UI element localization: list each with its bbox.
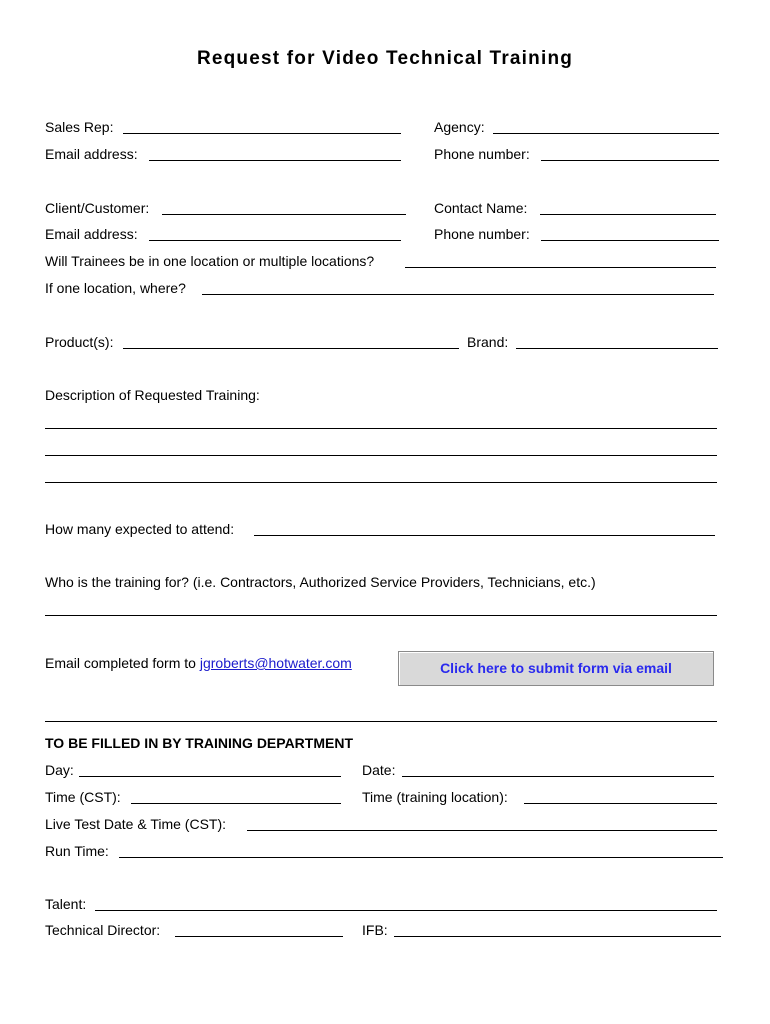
client-phone-field[interactable] (541, 240, 719, 241)
description-line-3[interactable] (45, 482, 717, 483)
agency-field[interactable] (493, 133, 719, 134)
sales-rep-label: Sales Rep: (45, 119, 114, 135)
email-link[interactable]: jgroberts@hotwater.com (199, 655, 352, 671)
client-email-field[interactable] (149, 240, 401, 241)
attend-field[interactable] (254, 535, 715, 536)
agency-label: Agency: (434, 119, 485, 135)
contact-name-field[interactable] (540, 214, 716, 215)
one-location-field[interactable] (202, 294, 714, 295)
day-label: Day: (45, 762, 74, 778)
contact-name-label: Contact Name: (434, 200, 528, 216)
products-field[interactable] (123, 348, 459, 349)
live-test-field[interactable] (247, 830, 717, 831)
email-label: Email address: (45, 146, 138, 162)
time-location-label: Time (training location): (362, 789, 508, 805)
run-time-field[interactable] (119, 857, 723, 858)
trainees-location-field[interactable] (405, 267, 716, 268)
description-label: Description of Requested Training: (45, 387, 260, 403)
date-field[interactable] (402, 776, 714, 777)
email-form-text: Email completed form to (45, 655, 196, 671)
phone-label: Phone number: (434, 146, 530, 162)
brand-field[interactable] (516, 348, 718, 349)
description-line-2[interactable] (45, 455, 717, 456)
audience-label: Who is the training for? (i.e. Contractors, Authorized Service Providers, Technicians, etc.) (45, 574, 596, 590)
time-cst-field[interactable] (131, 803, 341, 804)
talent-label: Talent: (45, 896, 87, 912)
technical-director-label: Technical Director: (45, 922, 161, 938)
client-phone-label: Phone number: (434, 226, 530, 242)
ifb-label: IFB: (362, 922, 388, 938)
talent-field[interactable] (95, 910, 717, 911)
submit-email-button[interactable]: Click here to submit form via email (398, 651, 714, 686)
section-divider (45, 721, 717, 722)
client-field[interactable] (162, 214, 406, 215)
live-test-label: Live Test Date & Time (CST): (45, 816, 227, 832)
client-label: Client/Customer: (45, 200, 150, 216)
sales-rep-field[interactable] (123, 133, 401, 134)
products-label: Product(s): (45, 334, 114, 350)
date-label: Date: (362, 762, 396, 778)
time-cst-label: Time (CST): (45, 789, 121, 805)
audience-field[interactable] (45, 615, 717, 616)
day-field[interactable] (79, 776, 341, 777)
client-email-label: Email address: (45, 226, 138, 242)
one-location-label: If one location, where? (45, 280, 186, 296)
training-department-heading: TO BE FILLED IN BY TRAINING DEPARTMENT (45, 735, 354, 751)
phone-field[interactable] (541, 160, 719, 161)
trainees-location-label: Will Trainees be in one location or multiple locations? (45, 253, 375, 269)
ifb-field[interactable] (394, 936, 721, 937)
attend-label: How many expected to attend: (45, 521, 235, 537)
run-time-label: Run Time: (45, 843, 109, 859)
form-title: Request for Video Technical Training (196, 48, 574, 69)
time-location-field[interactable] (524, 803, 717, 804)
email-field[interactable] (149, 160, 401, 161)
technical-director-field[interactable] (175, 936, 343, 937)
brand-label: Brand: (467, 334, 509, 350)
email-form-label (45, 655, 352, 671)
description-line-1[interactable] (45, 428, 717, 429)
